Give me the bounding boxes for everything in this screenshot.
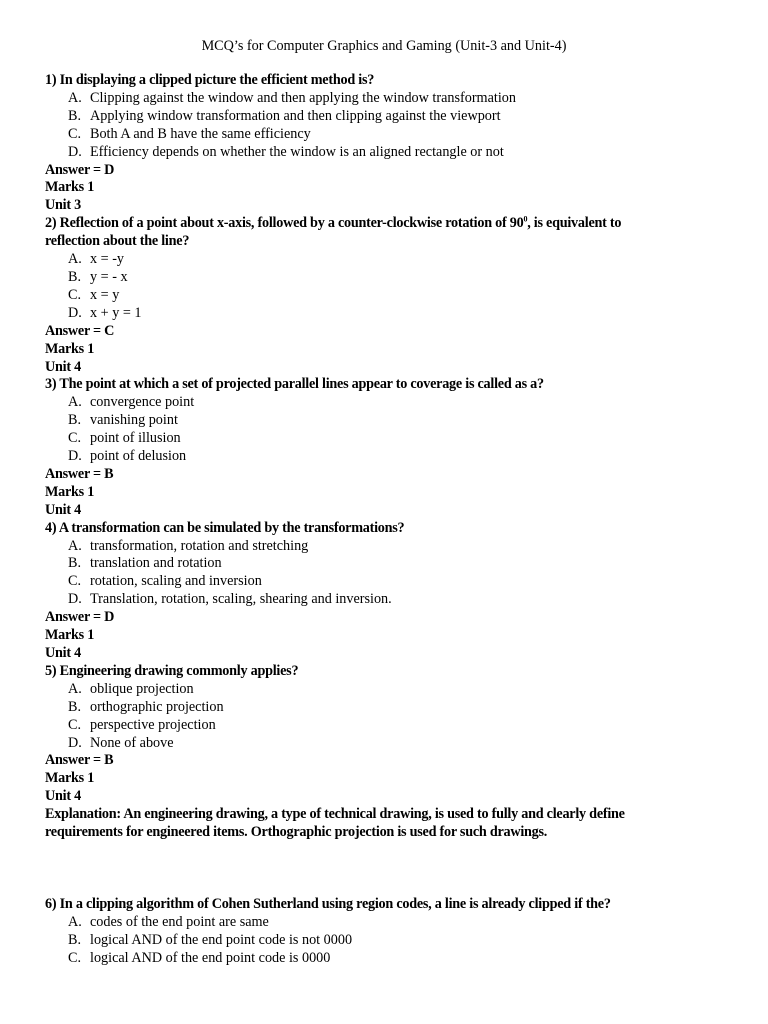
blank-gap	[45, 842, 735, 896]
option-text: Applying window transformation and then clipping against the viewport	[90, 107, 501, 124]
option-letter: A.	[68, 537, 82, 554]
question-number: 6)	[45, 895, 57, 912]
question-list	[45, 72, 735, 968]
option-c	[45, 430, 735, 448]
option-a	[45, 394, 735, 412]
question-text: In displaying a clipped picture the efficient method is?	[59, 72, 375, 88]
option-text: orthographic projection	[90, 698, 224, 715]
option-letter: A.	[68, 680, 82, 697]
option-text: Efficiency depends on whether the window is an aligned rectangle or not	[90, 143, 504, 160]
option-d	[45, 591, 735, 609]
option-letter: B.	[68, 268, 82, 285]
option-a	[45, 90, 735, 108]
explanation-line-1: Explanation: An engineering drawing, a type of technical drawing, is used to fully and clearly define	[45, 806, 625, 823]
question-text: The point at which a set of projected parallel lines appear to coverage is called as a?	[59, 376, 544, 393]
option-text: perspective projection	[90, 716, 216, 733]
option-text: Clipping against the window and then applying the window transformation	[90, 89, 516, 106]
question-number: 3)	[45, 376, 57, 393]
option-letter: B.	[68, 107, 82, 124]
option-d	[45, 144, 735, 162]
option-b	[45, 269, 735, 287]
option-letter: C.	[68, 573, 82, 590]
option-text: oblique projection	[90, 680, 194, 697]
option-letter: A.	[68, 251, 82, 268]
question-1-stem	[45, 72, 735, 90]
option-d	[45, 305, 735, 323]
option-letter: D.	[68, 448, 82, 465]
question-3	[45, 376, 735, 519]
answer-line: Answer = D	[45, 609, 115, 626]
question-number: 4)	[45, 519, 57, 536]
option-text: point of illusion	[90, 430, 181, 447]
option-c	[45, 950, 735, 968]
option-text: None of above	[90, 734, 174, 751]
option-letter: C.	[68, 949, 82, 966]
option-letter: C.	[68, 125, 82, 142]
question-text-end: , is equivalent to	[527, 215, 622, 232]
option-letter: A.	[68, 394, 82, 411]
option-text: y = - x	[90, 268, 128, 285]
marks-line: Marks 1	[45, 340, 95, 357]
option-letter: B.	[68, 412, 82, 429]
question-6-stem	[45, 896, 735, 914]
option-text: x = -y	[90, 251, 125, 268]
option-text: codes of the end point are same	[90, 913, 269, 930]
question-text: A transformation can be simulated by the transformations?	[58, 519, 405, 536]
option-letter: C.	[68, 430, 82, 447]
option-d	[45, 448, 735, 466]
question-text: Reflection of a point about x-axis, followed by a counter-clockwise rotation of 90	[59, 215, 524, 232]
question-2-stem	[45, 215, 735, 233]
question-number: 1)	[45, 72, 57, 88]
option-c	[45, 287, 735, 305]
degree-superscript: 0	[523, 214, 528, 224]
option-a	[45, 914, 735, 932]
answer-line: Answer = B	[45, 752, 114, 769]
document-title: MCQ’s for Computer Graphics and Gaming (Unit-3 and Unit-4)	[201, 38, 567, 54]
option-text: logical AND of the end point code is not 0000	[90, 931, 353, 948]
option-text: logical AND of the end point code is 0000	[90, 949, 331, 966]
option-letter: A.	[68, 913, 82, 930]
question-5-stem	[45, 663, 735, 681]
option-text: x + y = 1	[90, 304, 142, 321]
option-letter: B.	[68, 698, 82, 715]
question-text: Engineering drawing commonly applies?	[59, 662, 299, 679]
marks-line: Marks 1	[45, 179, 95, 196]
marks-line: Marks 1	[45, 770, 95, 787]
option-text: Both A and B have the same efficiency	[90, 125, 311, 142]
option-c	[45, 573, 735, 591]
question-number: 5)	[45, 662, 57, 679]
option-b	[45, 555, 735, 573]
marks-line: Marks 1	[45, 483, 95, 500]
option-letter: C.	[68, 286, 82, 303]
option-text: convergence point	[90, 394, 195, 411]
option-a	[45, 681, 735, 699]
option-letter: C.	[68, 716, 82, 733]
question-number: 2)	[45, 215, 57, 232]
option-b	[45, 412, 735, 430]
option-text: Translation, rotation, scaling, shearing and inversion.	[90, 591, 392, 608]
answer-line: Answer = C	[45, 322, 115, 339]
option-letter: D.	[68, 304, 82, 321]
option-text: transformation, rotation and stretching	[90, 537, 309, 554]
option-text: rotation, scaling and inversion	[90, 573, 262, 590]
explanation-line-2: requirements for engineered items. Orthographic projection is used for such drawings.	[45, 824, 548, 841]
unit-line: Unit 3	[45, 197, 81, 214]
question-1	[45, 72, 735, 215]
marks-line: Marks 1	[45, 627, 95, 644]
answer-line: Answer = D	[45, 161, 115, 178]
unit-line: Unit 4	[45, 358, 81, 375]
unit-line: Unit 4	[45, 645, 81, 661]
option-b	[45, 932, 735, 950]
answer-line: Answer = B	[45, 465, 114, 482]
option-letter: D.	[68, 591, 82, 608]
option-letter: B.	[68, 555, 82, 572]
question-4	[45, 520, 735, 663]
option-c	[45, 126, 735, 144]
option-c	[45, 717, 735, 735]
option-text: x = y	[90, 286, 120, 303]
question-2	[45, 215, 735, 376]
option-letter: D.	[68, 734, 82, 751]
question-3-stem	[45, 376, 735, 394]
question-6	[45, 896, 735, 968]
option-a	[45, 538, 735, 556]
option-letter: B.	[68, 931, 82, 948]
option-d	[45, 735, 735, 753]
option-b	[45, 108, 735, 126]
option-text: point of delusion	[90, 448, 187, 465]
option-letter: A.	[68, 89, 82, 106]
unit-line: Unit 4	[45, 501, 81, 518]
option-a	[45, 251, 735, 269]
option-b	[45, 699, 735, 717]
option-text: vanishing point	[90, 412, 178, 429]
question-4-stem	[45, 520, 735, 538]
unit-line: Unit 4	[45, 788, 81, 805]
option-letter: D.	[68, 143, 82, 160]
question-text: In a clipping algorithm of Cohen Sutherland using region codes, a line is already clipped if the?	[59, 895, 611, 912]
option-text: translation and rotation	[90, 555, 222, 572]
question-2-stem-line2: reflection about the line?	[45, 233, 190, 250]
question-5	[45, 663, 735, 842]
